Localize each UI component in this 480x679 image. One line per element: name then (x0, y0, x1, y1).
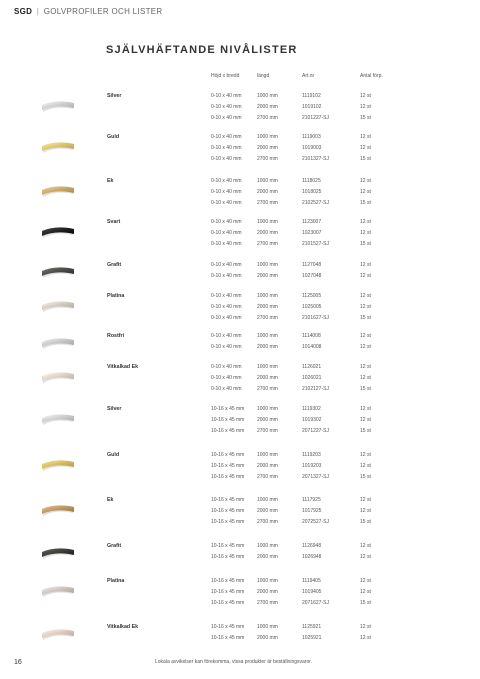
cell-dimensions: 0-10 x 40 mm (211, 178, 242, 184)
cell-dimensions: 10-16 x 45 mm (211, 599, 245, 606)
page-header (14, 7, 162, 16)
cell-dimensions: 10-16 x 45 mm (211, 406, 245, 412)
product-name: Rostfri (107, 333, 125, 339)
cell-pack-quantity: 12 st (360, 293, 371, 299)
profile-strip-image (40, 368, 76, 388)
cell-dimensions: 0-10 x 40 mm (211, 114, 242, 121)
cell-dimensions: 10-16 x 45 mm (211, 624, 245, 630)
cell-dimensions: 10-16 x 45 mm (211, 518, 245, 525)
cell-article-number: 1019203 (302, 462, 322, 469)
cell-article-number: 1018025 (302, 188, 322, 195)
cell-length: 2000 mm (257, 588, 278, 595)
cell-dimensions: 0-10 x 40 mm (211, 262, 242, 268)
cell-pack-quantity: 12 st (360, 93, 371, 99)
profile-strip-image (40, 334, 76, 354)
cell-length: 2700 mm (257, 199, 278, 206)
cell-article-number: 1123007 (302, 219, 322, 225)
cell-dimensions: 0-10 x 40 mm (211, 333, 242, 339)
product-name: Grafit (107, 262, 122, 268)
cell-dimensions: 0-10 x 40 mm (211, 314, 242, 321)
product-name: Silver (107, 406, 122, 412)
cell-article-number: 1025005 (302, 303, 322, 310)
cell-dimensions: 10-16 x 45 mm (211, 543, 245, 549)
cell-pack-quantity: 12 st (360, 588, 371, 595)
profile-strip-image (40, 501, 76, 521)
cell-pack-quantity: 12 st (360, 144, 371, 151)
cell-length: 1000 mm (257, 134, 278, 140)
cell-pack-quantity: 12 st (360, 462, 371, 469)
cell-dimensions: 0-10 x 40 mm (211, 199, 242, 206)
cell-length: 1000 mm (257, 219, 278, 225)
cell-dimensions: 0-10 x 40 mm (211, 385, 242, 392)
cell-length: 2000 mm (257, 374, 278, 381)
cell-dimensions: 10-16 x 45 mm (211, 473, 245, 480)
cell-dimensions: 10-16 x 45 mm (211, 497, 245, 503)
cell-article-number: 1119203 (302, 452, 321, 458)
cell-length: 2000 mm (257, 634, 278, 641)
cell-length: 1000 mm (257, 406, 278, 412)
profile-strip-image (40, 182, 76, 202)
cell-article-number: 2071227-SJ (302, 427, 329, 434)
cell-article-number: 1023007 (302, 229, 322, 236)
cell-article-number: 1019102 (302, 103, 322, 110)
cell-dimensions: 0-10 x 40 mm (211, 293, 242, 299)
profile-strip-image (40, 544, 76, 564)
cell-dimensions: 0-10 x 40 mm (211, 303, 242, 310)
cell-article-number: 1025921 (302, 634, 322, 641)
cell-pack-quantity: 15 st (360, 599, 371, 606)
profile-strip-image (40, 223, 76, 243)
cell-article-number: 2101527-SJ (302, 240, 329, 247)
cell-pack-quantity: 12 st (360, 103, 371, 110)
cell-article-number: 2101327-SJ (302, 155, 329, 162)
cell-dimensions: 0-10 x 40 mm (211, 103, 242, 110)
page-number: 16 (14, 659, 22, 666)
profile-strip-image (40, 582, 76, 602)
cell-length: 1000 mm (257, 497, 278, 503)
cell-dimensions: 10-16 x 45 mm (211, 553, 245, 560)
product-name: Vitkalkad Ek (107, 364, 139, 370)
cell-article-number: 2072527-SJ (302, 518, 329, 525)
cell-article-number: 1026021 (302, 374, 322, 381)
cell-length: 2000 mm (257, 188, 278, 195)
cell-pack-quantity: 12 st (360, 553, 371, 560)
page-title: SJÄLVHÄFTANDE NIVÅLISTER (106, 44, 298, 56)
profile-strip-image (40, 138, 76, 158)
profile-strip-image (40, 410, 76, 430)
cell-dimensions: 10-16 x 45 mm (211, 416, 245, 423)
cell-length: 2000 mm (257, 103, 278, 110)
cell-pack-quantity: 12 st (360, 543, 371, 549)
cell-length: 1000 mm (257, 262, 278, 268)
cell-dimensions: 10-16 x 45 mm (211, 634, 245, 641)
product-name: Silver (107, 93, 122, 99)
cell-length: 2000 mm (257, 553, 278, 560)
column-header-dimensions: Höjd x bredd (211, 73, 240, 79)
cell-article-number: 1126021 (302, 364, 322, 370)
cell-article-number: 1119003 (302, 134, 321, 140)
cell-length: 2700 mm (257, 155, 278, 162)
cell-length: 2000 mm (257, 416, 278, 423)
cell-pack-quantity: 12 st (360, 188, 371, 195)
profile-strip-image (40, 97, 76, 117)
cell-length: 2700 mm (257, 599, 278, 606)
cell-article-number: 1125005 (302, 293, 322, 299)
cell-article-number: 1118025 (302, 178, 321, 184)
product-name: Platina (107, 578, 125, 584)
cell-dimensions: 0-10 x 40 mm (211, 229, 242, 236)
cell-length: 2000 mm (257, 144, 278, 151)
cell-length: 2000 mm (257, 462, 278, 469)
column-header-article-number: Art.nr (302, 73, 315, 79)
product-name: Vitkalkad Ek (107, 624, 139, 630)
column-header-pack-quantity: Antal förp. (360, 73, 383, 79)
cell-article-number: 2101227-SJ (302, 114, 329, 121)
product-name: Grafit (107, 543, 122, 549)
cell-length: 2700 mm (257, 385, 278, 392)
cell-dimensions: 10-16 x 45 mm (211, 578, 245, 584)
cell-dimensions: 0-10 x 40 mm (211, 155, 242, 162)
cell-length: 2000 mm (257, 507, 278, 514)
cell-article-number: 1119405 (302, 578, 321, 584)
cell-pack-quantity: 12 st (360, 507, 371, 514)
cell-length: 2000 mm (257, 343, 278, 350)
cell-dimensions: 0-10 x 40 mm (211, 144, 242, 151)
cell-length: 1000 mm (257, 543, 278, 549)
cell-pack-quantity: 15 st (360, 385, 371, 392)
cell-pack-quantity: 12 st (360, 219, 371, 225)
cell-article-number: 1119302 (302, 406, 321, 412)
cell-length: 2700 mm (257, 240, 278, 247)
cell-article-number: 2102127-SJ (302, 385, 329, 392)
cell-length: 1000 mm (257, 178, 278, 184)
cell-dimensions: 0-10 x 40 mm (211, 374, 242, 381)
footer-note: Lokala avvikelser kan förekomma, vissa produkter är beställningsvaror. (155, 659, 313, 665)
cell-article-number: 1017925 (302, 507, 322, 514)
cell-pack-quantity: 12 st (360, 634, 371, 641)
cell-article-number: 1019405 (302, 588, 322, 595)
cell-length: 2700 mm (257, 518, 278, 525)
product-name: Platina (107, 293, 125, 299)
cell-pack-quantity: 12 st (360, 178, 371, 184)
cell-article-number: 2071327-SJ (302, 473, 329, 480)
cell-length: 1000 mm (257, 452, 278, 458)
product-name: Ek (107, 497, 114, 503)
product-name: Guld (107, 134, 120, 140)
profile-strip-image (40, 263, 76, 283)
cell-dimensions: 0-10 x 40 mm (211, 219, 242, 225)
cell-article-number: 1125921 (302, 624, 322, 630)
cell-dimensions: 0-10 x 40 mm (211, 272, 242, 279)
cell-dimensions: 10-16 x 45 mm (211, 588, 245, 595)
cell-pack-quantity: 12 st (360, 343, 371, 350)
product-name: Ek (107, 178, 114, 184)
cell-pack-quantity: 15 st (360, 473, 371, 480)
cell-pack-quantity: 12 st (360, 303, 371, 310)
cell-length: 2700 mm (257, 114, 278, 121)
cell-dimensions: 10-16 x 45 mm (211, 462, 245, 469)
cell-pack-quantity: 15 st (360, 199, 371, 206)
cell-dimensions: 0-10 x 40 mm (211, 134, 242, 140)
cell-pack-quantity: 15 st (360, 427, 371, 434)
product-name: Svart (107, 219, 121, 225)
cell-article-number: 1014008 (302, 343, 322, 350)
cell-length: 2700 mm (257, 314, 278, 321)
product-name: Guld (107, 452, 120, 458)
cell-pack-quantity: 15 st (360, 114, 371, 121)
cell-pack-quantity: 12 st (360, 333, 371, 339)
cell-dimensions: 10-16 x 45 mm (211, 507, 245, 514)
column-header-length: längd (257, 73, 270, 79)
cell-article-number: 1114008 (302, 333, 321, 339)
cell-pack-quantity: 15 st (360, 155, 371, 162)
cell-dimensions: 0-10 x 40 mm (211, 188, 242, 195)
cell-pack-quantity: 15 st (360, 314, 371, 321)
cell-article-number: 1126948 (302, 543, 322, 549)
cell-length: 1000 mm (257, 364, 278, 370)
cell-article-number: 1117925 (302, 497, 321, 503)
cell-length: 2000 mm (257, 272, 278, 279)
cell-length: 1000 mm (257, 333, 278, 339)
cell-pack-quantity: 12 st (360, 452, 371, 458)
cell-pack-quantity: 12 st (360, 416, 371, 423)
brand-label: SGD (14, 7, 33, 16)
cell-dimensions: 0-10 x 40 mm (211, 343, 242, 350)
cell-pack-quantity: 12 st (360, 374, 371, 381)
cell-pack-quantity: 12 st (360, 624, 371, 630)
cell-dimensions: 0-10 x 40 mm (211, 93, 242, 99)
header-separator: | (36, 7, 40, 16)
cell-pack-quantity: 12 st (360, 364, 371, 370)
cell-article-number: 1019302 (302, 416, 322, 423)
cell-article-number: 1027048 (302, 272, 322, 279)
cell-article-number: 1127048 (302, 262, 322, 268)
cell-dimensions: 10-16 x 45 mm (211, 452, 245, 458)
cell-pack-quantity: 15 st (360, 240, 371, 247)
cell-dimensions: 10-16 x 45 mm (211, 427, 245, 434)
cell-pack-quantity: 12 st (360, 497, 371, 503)
cell-pack-quantity: 15 st (360, 518, 371, 525)
cell-length: 1000 mm (257, 93, 278, 99)
cell-length: 2000 mm (257, 229, 278, 236)
cell-pack-quantity: 12 st (360, 229, 371, 236)
cell-pack-quantity: 12 st (360, 272, 371, 279)
cell-length: 2000 mm (257, 303, 278, 310)
cell-pack-quantity: 12 st (360, 262, 371, 268)
profile-strip-image (40, 625, 76, 645)
profile-strip-image (40, 456, 76, 476)
cell-pack-quantity: 12 st (360, 134, 371, 140)
cell-length: 1000 mm (257, 624, 278, 630)
profile-strip-image (40, 297, 76, 317)
cell-article-number: 2071627-SJ (302, 599, 329, 606)
cell-dimensions: 0-10 x 40 mm (211, 240, 242, 247)
cell-article-number: 2101627-SJ (302, 314, 329, 321)
cell-length: 1000 mm (257, 293, 278, 299)
cell-pack-quantity: 12 st (360, 406, 371, 412)
cell-length: 2700 mm (257, 473, 278, 480)
section-label: GOLVPROFILER OCH LISTER (43, 7, 163, 16)
cell-length: 1000 mm (257, 578, 278, 584)
cell-article-number: 1019003 (302, 144, 322, 151)
cell-article-number: 1026948 (302, 553, 322, 560)
cell-pack-quantity: 12 st (360, 578, 371, 584)
cell-article-number: 1119102 (302, 93, 321, 99)
cell-dimensions: 0-10 x 40 mm (211, 364, 242, 370)
cell-article-number: 2102527-SJ (302, 199, 329, 206)
cell-length: 2700 mm (257, 427, 278, 434)
